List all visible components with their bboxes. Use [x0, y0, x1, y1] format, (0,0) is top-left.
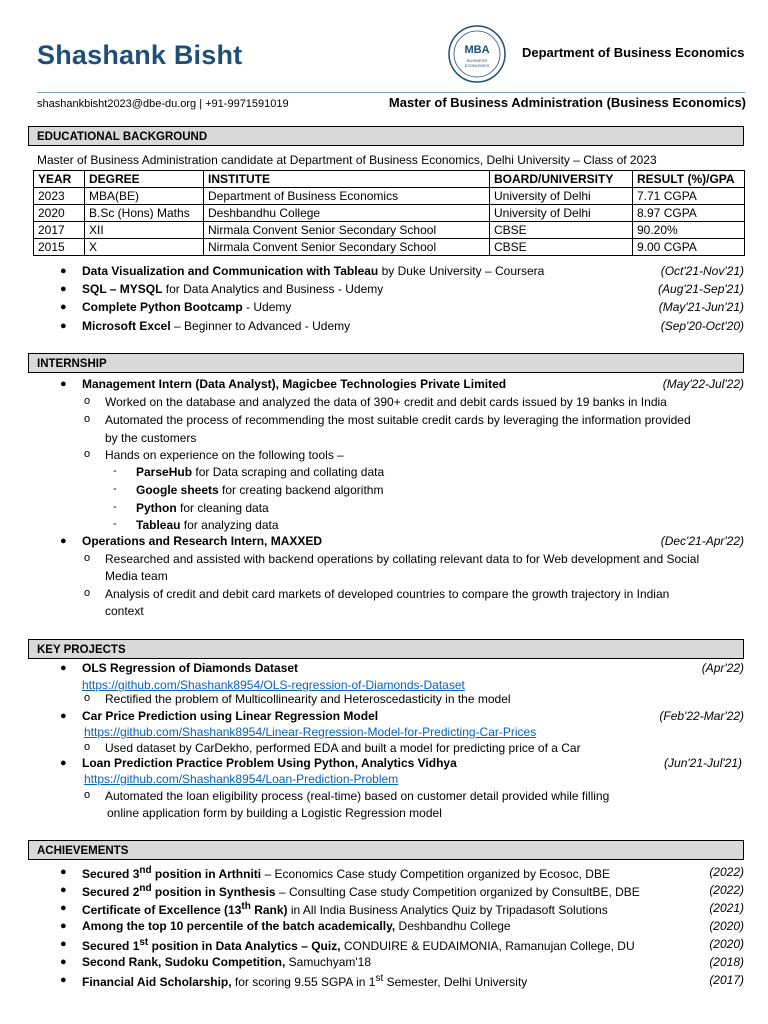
bullet-icon: ●	[60, 757, 67, 769]
list-item: Analysis of credit and debit card markets of developed countries to compare the growth trajectory in Indian	[105, 587, 670, 601]
section-heading-education: EDUCATIONAL BACKGROUND	[28, 126, 744, 146]
project-date: (Apr'22)	[701, 661, 744, 675]
list-item-continuation: Media team	[105, 569, 168, 583]
circle-bullet-icon: o	[84, 692, 91, 704]
bullet-icon: ●	[60, 884, 67, 896]
section-heading-projects: KEY PROJECTS	[28, 639, 744, 659]
bullet-icon: ●	[60, 378, 67, 390]
tool-item: ParseHub for Data scraping and collating data	[136, 465, 385, 479]
project-title: Car Price Prediction using Linear Regression Model	[82, 709, 379, 723]
job-title: Operations and Research Intern, MAXXED	[82, 534, 323, 548]
cert-date: (May'21-Jun'21)	[658, 300, 744, 314]
table-row	[34, 205, 745, 222]
bullet-icon: ●	[60, 866, 67, 878]
bullet-icon: ●	[60, 956, 67, 968]
project-detail-continuation: online application form by building a Logistic Regression model	[107, 806, 442, 820]
list-item	[82, 282, 383, 296]
achievement-item: Certificate of Excellence (13th Rank) in All India Business Analytics Quiz by Tripadasoft Solutions	[82, 901, 608, 917]
project-link[interactable]: https://github.com/Shashank8954/Loan-Prediction-Problem	[84, 772, 399, 786]
project-link[interactable]: https://github.com/Shashank8954/Linear-Regression-Model-for-Predicting-Car-Prices	[84, 725, 537, 739]
table-header-row	[34, 171, 745, 188]
achievement-date: (2022)	[709, 883, 744, 897]
project-link[interactable]: https://github.com/Shashank8954/OLS-regression-of-Diamonds-Dataset	[82, 678, 465, 692]
cert-provider: for Data Analytics and Business - Udemy	[162, 282, 384, 296]
cert-date: (Sep'20-Oct'20)	[660, 319, 744, 333]
achievement-date: (2017)	[709, 973, 744, 987]
bullet-icon: ●	[60, 265, 67, 277]
cert-date: (Aug'21-Sep'21)	[658, 282, 744, 296]
circle-bullet-icon: o	[84, 448, 91, 460]
table-cell: CBSE	[490, 239, 633, 256]
cert-title: Microsoft Excel	[82, 319, 171, 333]
achievement-item: Second Rank, Sudoku Competition, Samuchyam'18	[82, 955, 372, 969]
dash-bullet-icon: -	[113, 465, 117, 477]
bullet-icon: ●	[60, 920, 67, 932]
column-header: INSTITUTE	[204, 171, 490, 188]
column-header: YEAR	[34, 171, 85, 188]
column-header: DEGREE	[85, 171, 204, 188]
cert-date: (Oct'21-Nov'21)	[660, 264, 744, 278]
table-cell: 2023	[34, 188, 85, 205]
circle-bullet-icon: o	[84, 789, 91, 801]
list-item-continuation: context	[105, 604, 144, 618]
table-cell: MBA(BE)	[85, 188, 204, 205]
achievement-item: Secured 3nd position in Arthniti – Economics Case study Competition organized by Ecosoc, DBE	[82, 865, 610, 881]
table-cell: Nirmala Convent Senior Secondary School	[204, 222, 490, 239]
header-divider	[37, 92, 745, 93]
list-item	[82, 319, 350, 333]
svg-text:MBA: MBA	[464, 44, 490, 56]
program-title: Master of Business Administration (Business Economics)	[388, 95, 746, 110]
list-item: Worked on the database and analyzed the data of 390+ credit and debit cards issued by 19 banks in India	[105, 395, 667, 409]
project-title: Loan Prediction Practice Problem Using Python, Analytics Vidhya	[82, 756, 457, 770]
dash-bullet-icon: -	[113, 518, 117, 530]
dash-bullet-icon: -	[113, 501, 117, 513]
table-cell: University of Delhi	[490, 205, 633, 222]
education-table	[33, 170, 745, 256]
table-cell: Department of Business Economics	[204, 188, 490, 205]
job-date: (May'22-Jul'22)	[662, 377, 744, 391]
list-item	[82, 300, 291, 314]
circle-bullet-icon: o	[84, 587, 91, 599]
contact-info: shashankbisht2023@dbe-du.org | +91-9971591019	[37, 98, 289, 110]
tool-item: Tableau for analyzing data	[136, 518, 279, 532]
circle-bullet-icon: o	[84, 552, 91, 564]
list-item-continuation: by the customers	[105, 431, 197, 445]
circle-bullet-icon: o	[84, 395, 91, 407]
bullet-icon: ●	[60, 283, 67, 295]
cert-provider: - Udemy	[242, 300, 292, 314]
achievement-item: Secured 1st position in Data Analytics – Quiz, CONDUIRE & EUDAIMONIA, Ramanujan College, DU	[82, 937, 635, 953]
table-cell: 8.97 CGPA	[633, 205, 745, 222]
table-cell: 2015	[34, 239, 85, 256]
svg-text:ECONOMICS: ECONOMICS	[464, 63, 490, 68]
table-cell: 9.00 CGPA	[633, 239, 745, 256]
list-item: Researched and assisted with backend operations by collating relevant data to for Web development and Social	[105, 552, 700, 566]
project-title: OLS Regression of Diamonds Dataset	[82, 661, 299, 675]
bullet-icon: ●	[60, 938, 67, 950]
table-cell: CBSE	[490, 222, 633, 239]
table-row	[34, 222, 745, 239]
list-item	[82, 264, 544, 278]
circle-bullet-icon: o	[84, 741, 91, 753]
tool-item: Python for cleaning data	[136, 501, 269, 515]
table-cell: University of Delhi	[490, 188, 633, 205]
project-detail: Automated the loan eligibility process (real-time) based on customer detail provided while filling	[105, 789, 610, 803]
bullet-icon: ●	[60, 662, 67, 674]
bullet-icon: ●	[60, 710, 67, 722]
table-cell: X	[85, 239, 204, 256]
achievement-date: (2021)	[709, 901, 744, 915]
achievement-date: (2022)	[709, 865, 744, 879]
table-cell: Nirmala Convent Senior Secondary School	[204, 239, 490, 256]
project-date: (Jun'21-Jul'21)	[664, 756, 742, 770]
dash-bullet-icon: -	[113, 483, 117, 495]
table-cell: 2017	[34, 222, 85, 239]
project-detail: Rectified the problem of Multicollinearity and Heteroscedasticity in the model	[105, 692, 511, 706]
tool-item: Google sheets for creating backend algorithm	[136, 483, 384, 497]
achievement-item: Secured 2nd position in Synthesis – Consulting Case study Competition organized by ConsultBE, DBE	[82, 883, 640, 899]
department-title: Department of Business Economics	[522, 45, 745, 60]
list-item: Automated the process of recommending the most suitable credit cards by leveraging the information provided	[105, 413, 691, 427]
cert-title: SQL – MYSQL	[82, 282, 163, 296]
bullet-icon: ●	[60, 974, 67, 986]
cert-title: Complete Python Bootcamp	[82, 300, 243, 314]
achievement-item: Financial Aid Scholarship, for scoring 9.55 SGPA in 1st Semester, Delhi University	[82, 973, 528, 989]
bullet-icon: ●	[60, 320, 67, 332]
table-cell: Deshbandhu College	[204, 205, 490, 222]
project-detail: Used dataset by CarDekho, performed EDA and built a model for predicting price of a Car	[105, 741, 581, 755]
cert-provider: by Duke University – Coursera	[378, 264, 545, 278]
section-heading-internship: INTERNSHIP	[28, 353, 744, 373]
bullet-icon: ●	[60, 902, 67, 914]
column-header: RESULT (%)/GPA	[633, 171, 745, 188]
achievement-date: (2020)	[709, 937, 744, 951]
section-heading-achievements: ACHIEVEMENTS	[28, 840, 744, 860]
column-header: BOARD/UNIVERSITY	[490, 171, 633, 188]
achievement-date: (2020)	[709, 919, 744, 933]
bullet-icon: ●	[60, 301, 67, 313]
candidate-name: Shashank Bisht	[37, 40, 243, 70]
job-date: (Dec'21-Apr'22)	[660, 534, 744, 548]
achievement-date: (2018)	[709, 955, 744, 969]
table-cell: 2020	[34, 205, 85, 222]
svg-text:BUSINESS: BUSINESS	[466, 58, 488, 63]
table-row	[34, 188, 745, 205]
list-item: Hands on experience on the following tools –	[105, 448, 344, 462]
table-cell: XII	[85, 222, 204, 239]
table-row	[34, 239, 745, 256]
circle-bullet-icon: o	[84, 413, 91, 425]
table-cell: 90.20%	[633, 222, 745, 239]
table-cell: B.Sc (Hons) Maths	[85, 205, 204, 222]
university-seal-logo	[447, 24, 507, 84]
achievement-item: Among the top 10 percentile of the batch academically, Deshbandhu College	[82, 919, 511, 933]
cert-title: Data Visualization and Communication with Tableau	[82, 264, 379, 278]
project-date: (Feb'22-Mar'22)	[659, 709, 744, 723]
table-cell: 7.71 CGPA	[633, 188, 745, 205]
education-intro: Master of Business Administration candidate at Department of Business Economics, Delhi University – Class of 2023	[37, 153, 657, 167]
job-title: Management Intern (Data Analyst), Magicbee Technologies Private Limited	[82, 377, 507, 391]
bullet-icon: ●	[60, 535, 67, 547]
cert-provider: – Beginner to Advanced - Udemy	[170, 319, 351, 333]
